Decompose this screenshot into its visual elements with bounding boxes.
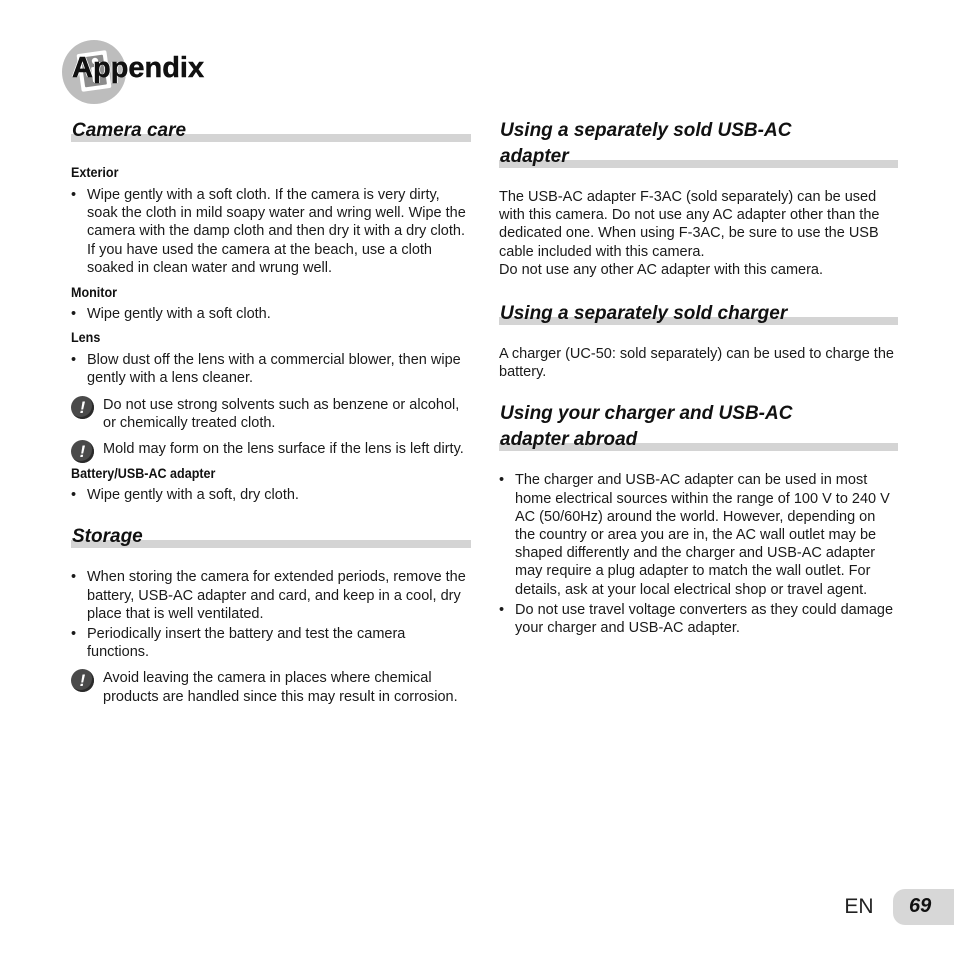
page-footer <box>834 889 954 925</box>
paragraph: The USB-AC adapter F-3AC (sold separately) can be used with this camera. Do not use any AC adapter other than the dedicated one. When using F-3AC, be sure to use the USB cable included with this camera. <box>499 189 880 260</box>
section-heading-charger <box>499 301 898 327</box>
list-item: • The charger and USB-AC adapter can be used in most home electrical sources within the range of 100 V to 240 V AC (50/60Hz) around the world. However, depending on the country or area you are in, the AC wall outlet may be shaped differently and the charger and USB-AC adapter may require a plug adapter to match the wall outlet. For details, ask at your local electrical shop or travel agent. <box>499 472 890 598</box>
bullet-icon: • <box>499 472 505 489</box>
heading-text: Storage <box>72 526 143 548</box>
caution-icon: ! <box>71 440 94 463</box>
bullet-icon: • <box>71 352 77 369</box>
list-item: • Wipe gently with a soft cloth. If the camera is very dirty, soak the cloth in mild soapy water and wring well. Wipe the camera with the damp cloth and then dry it with a dry cloth. If you have used the camera at the beach, use a cloth soaked in clean water and wrung well. <box>71 187 466 276</box>
section-heading-storage <box>71 524 471 550</box>
paragraph: A charger (UC-50: sold separately) can be used to charge the battery. <box>499 346 894 381</box>
page-title: Appendix <box>72 52 205 84</box>
list-item: • Do not use travel voltage converters as they could damage your charger and USB-AC adapter. <box>499 601 894 637</box>
section-heading-abroad <box>499 401 898 453</box>
exterior-list <box>71 186 471 277</box>
subhead-lens: Lens <box>71 330 101 346</box>
heading-text: Camera care <box>72 120 187 141</box>
page-number-tab <box>893 889 954 925</box>
list-item: • Wipe gently with a soft cloth. <box>71 306 271 323</box>
heading-text: Using a separately sold USB-AC adapter <box>500 120 792 167</box>
lens-list <box>71 351 471 387</box>
subhead-monitor: Monitor <box>71 285 118 301</box>
right-column <box>499 118 898 637</box>
section-heading-camera-care <box>71 118 471 144</box>
bullet-icon: • <box>71 187 77 203</box>
storage-list <box>71 568 471 661</box>
bullet-icon: • <box>71 306 77 323</box>
monitor-list <box>71 305 471 323</box>
section-heading-usb-ac <box>499 118 898 170</box>
caution-note: ! Mold may form on the lens surface if the lens is left dirty. <box>71 440 471 458</box>
list-item: • Periodically insert the battery and test the camera functions. <box>71 626 406 661</box>
caution-icon: ! <box>71 669 94 692</box>
subhead-battery: Battery/USB-AC adapter <box>71 466 216 482</box>
caution-note: ! Do not use strong solvents such as benzene or alcohol, or chemically treated cloth. <box>71 396 471 432</box>
list-item: • Wipe gently with a soft, dry cloth. <box>71 487 299 504</box>
heading-text: Using a separately sold charger <box>500 303 788 325</box>
left-column <box>71 118 471 706</box>
list-item: • When storing the camera for extended periods, remove the battery, USB-AC adapter and card, and keep in a cool, dry place that is well ventilated. <box>71 569 466 622</box>
bullet-icon: • <box>499 601 505 618</box>
bullet-icon: • <box>71 569 77 586</box>
language-label: EN <box>844 895 874 918</box>
bullet-icon: • <box>71 487 77 504</box>
abroad-list <box>499 471 898 637</box>
battery-list <box>71 486 471 504</box>
paragraph: Do not use any other AC adapter with this camera. <box>499 261 824 278</box>
caution-icon: ! <box>71 396 94 419</box>
bullet-icon: • <box>71 626 77 643</box>
caution-note: ! Avoid leaving the camera in places where chemical products are handled since this may result in corrosion. <box>71 669 471 705</box>
page-number: 69 <box>909 895 932 917</box>
subhead-exterior: Exterior <box>71 165 119 180</box>
heading-text: Using your charger and USB-AC adapter abroad <box>500 403 793 451</box>
list-item: • Blow dust off the lens with a commercial blower, then wipe gently with a lens cleaner. <box>71 352 461 387</box>
